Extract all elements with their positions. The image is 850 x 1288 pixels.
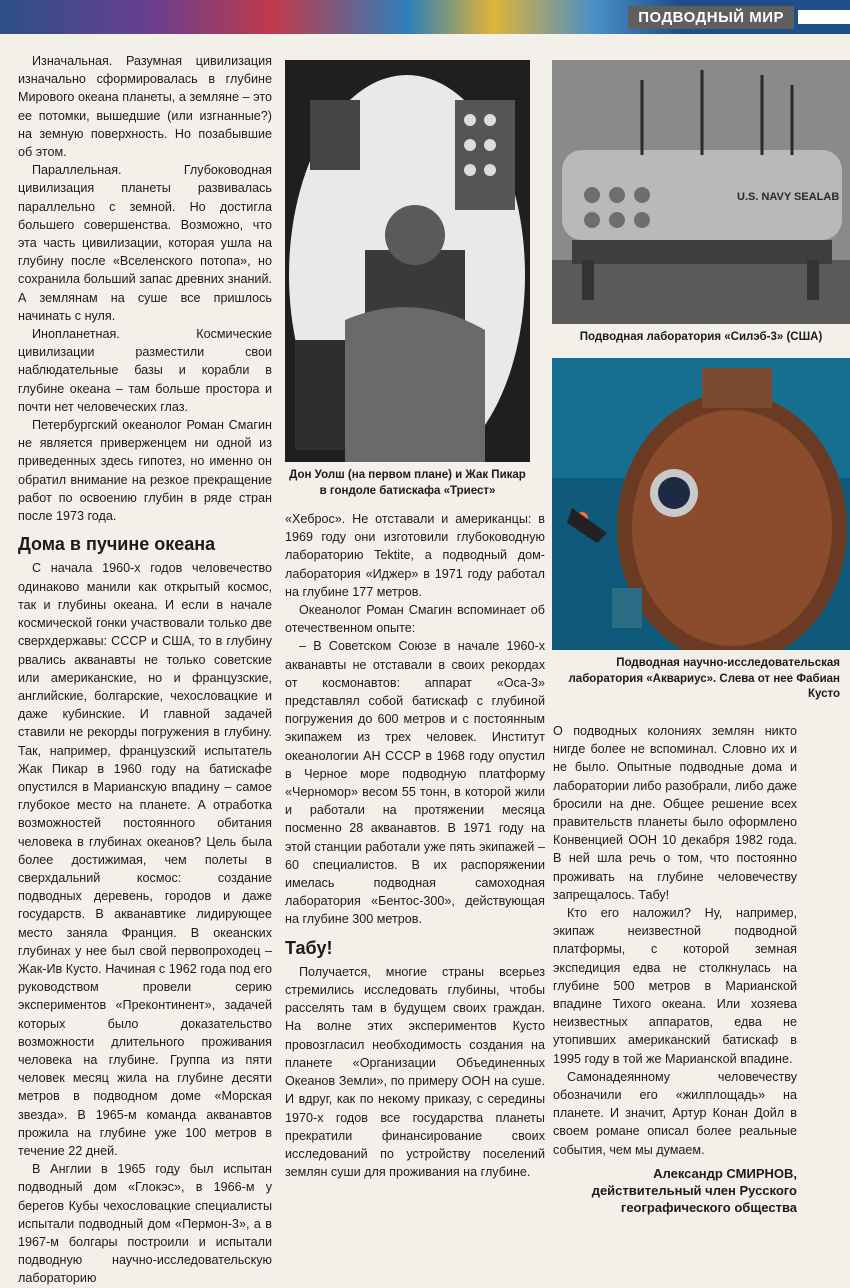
paragraph: Океанолог Роман Смагин вспоминает об отечественном опыте: [285,603,545,636]
paragraph: Изначальная. Разумная цивилизация изначально сформировалась в глубине Мирового океана планеты, а земляне – это ее потомки, вышедшие (или изгнанные?) на земную поверхность. Но позабывшие об этом. [18,54,272,160]
photo-caption: Дон Уолш (на первом плане) и Жак Пикар в гондоле батискафа «Триест» [289,469,526,497]
author-name: Александр СМИРНОВ, [653,1165,797,1181]
photo-illustration [285,60,530,462]
paragraph: «Хеброс». Не отставали и американцы: в 1969 году они изготовили глубоководную лабораторию Tektite, а подводный дом-лаборатория «Иджер» в 1971 году работал на глубине 177 метров. [285,512,545,599]
author-signature [553,1165,797,1216]
paragraph: Самонадеянному человечеству обозначили его «жилплощадь» на планете. И значит, Артур Конан Дойл в своем романе описал более реальные события, чем мы думаем. [553,1069,797,1157]
paragraph: – В Советском Союзе в начале 1960-х акванавты не отставали в своих рекордах от космонавтов: аппарат «Оса-3» представлял собой батискаф с глубиной погружения до 600 метров и с постоянным экипажем из трех человек. Институт океанологии АН СССР в 1968 году опустил в Черное море подводную платформу «Черномор» весом 55 тонн, в которой жили и работали на протяжении месяца посменно 28 акванавтов. В 1971 году на этой станции работали уже пять экипажей – 60 специалистов. В их распоряжении имелась подводная самоходная лаборатория «Бентос-300», действующая на глубине 300 метров. [285,639,545,927]
paragraph: Петербургский океанолог Роман Смагин не является приверженцем ни одной из приведенных здесь гипотез, но именно он обратил внимание на резкое прекращение работ по освоению глубин в ряде стран после 1973 года. [18,418,272,524]
paragraph: Получается, многие страны всерьез стремились исследовать глубины, чтобы расселять там в будущем своих граждан. На волне этих экспериментов Кусто провозгласил необходимость создания на планете «Организации Объединенных Океанов Земли», по примеру ООН на суше. И вдруг, как по некому приказу, с середины 1970-х годов все государства планеты прекратили финансирование своих исследований по устройству поселений землян суши для проживания на глубине. [285,964,545,1180]
author-title: географического общества [620,1199,797,1215]
section-heading: Табу! [285,937,333,958]
paragraph: Параллельная. Глубоководная цивилизация планеты развивалась параллельно с земной. Но достигла большего совершенства. Возможно, что эта часть цивилизации, которая ушла на глубину после «Вселенского потопа», но сохранила больший запас древних знаний. А землянам на суше все пришлось начинать с нуля. [18,163,272,323]
paragraph: В Англии в 1965 году был испытан подводный дом «Глокэс», в 1966-м у берегов Кубы чехословацкие специалисты испытали подводный дом «Пермон-3», а в 1967-м болгары построили и испытали подводную научно-исследовательскую лабораторию [18,1162,272,1286]
paragraph: О подводных колониях землян никто нигде более не вспоминал. Словно их и не было. Опытные подводные дома и лаборатории либо разобрали, либо даже бросили на дне. Общее решение всех правительств планеты было оформлено Конвенцией ООН 10 декабря 1982 года. В ней шла речь о том, что постоянно проживать на глубине человечеству запрещалось. Табу! [553,724,797,902]
photo-lettering: U.S. NAVY SEALAB [737,191,840,203]
photo-caption: Подводная научно-исследовательская лаборатория «Аквариус». Слева от нее Фабиан Кусто [568,657,840,700]
paragraph: С начала 1960-х годов человечество одинаково манили как открытый космос, так и глубины океана. И если в начале космической гонки участвовали только две сверхдержавы: СССР и США, то в глубину рвались акванавты не только советские или американские, но и французские, английские, болгарские, чехословацкие и даже кубинские. И главной задачей ставили не рекорды погружения в глубину. Так, например, французский испытатель Жак Пикар в 1960 году на батискафе опустился в Марианскую впадину – самое глубокое место на планете. А отработка возможностей постоянного обитания человека в глубинах океанов? Цель была более достижимая, чем полеты в сверхдальний космос: создание подводных деревень, городов и даже государств. В акванавтике лидирующее место заняла Франция. В океанских глубинах у нее был свой первопроходец – Жак-Ив Кусто. Начиная с 1962 года под его руководством провели серию экспериментов «Преконтинент», задачей которых было доказательство возможности длительного проживания человека на глубине. Группа из пяти человек месяц жила на глубине десяти метров в подводном доме «Морская звезда». В 1965-м команда акванавтов прожила на глубине уже 100 метров в течение 22 дней. [18,561,272,1158]
paragraph: Инопланетная. Космические цивилизации разместили свои наблюдательные базы и корабли в глубине океана – там больше простора и почти нет человеческих глаз. [18,327,272,414]
header-banner [0,0,850,34]
photo-triest-gondola [285,60,530,462]
photo-illustration [552,60,850,324]
section-title: ПОДВОДНЫЙ МИР [628,6,794,29]
author-title: действительный член Русского [591,1182,797,1198]
article-column-1 [18,52,272,1288]
header-accent-bar [798,10,850,24]
paragraph: Кто его наложил? Ну, например, экипаж неизвестной подводной платформы, с которой земная экспедиция едва не столкнулась на глубине 500 метров в Марианской впадине Тихого океана. Или хозяева неизвестных аппаратов, едва не утопивших американский батискаф в 1995 году в той же Марианской впадине. [553,906,797,1066]
article-column-2 [285,510,545,1181]
photo-aquarius [552,358,850,650]
photo-illustration [552,358,850,650]
photo-caption: Подводная лаборатория «Силэб-3» (США) [579,331,823,343]
photo-sealab [552,60,850,324]
article-column-3 [553,722,797,1216]
section-heading: Дома в пучине океана [18,534,216,555]
